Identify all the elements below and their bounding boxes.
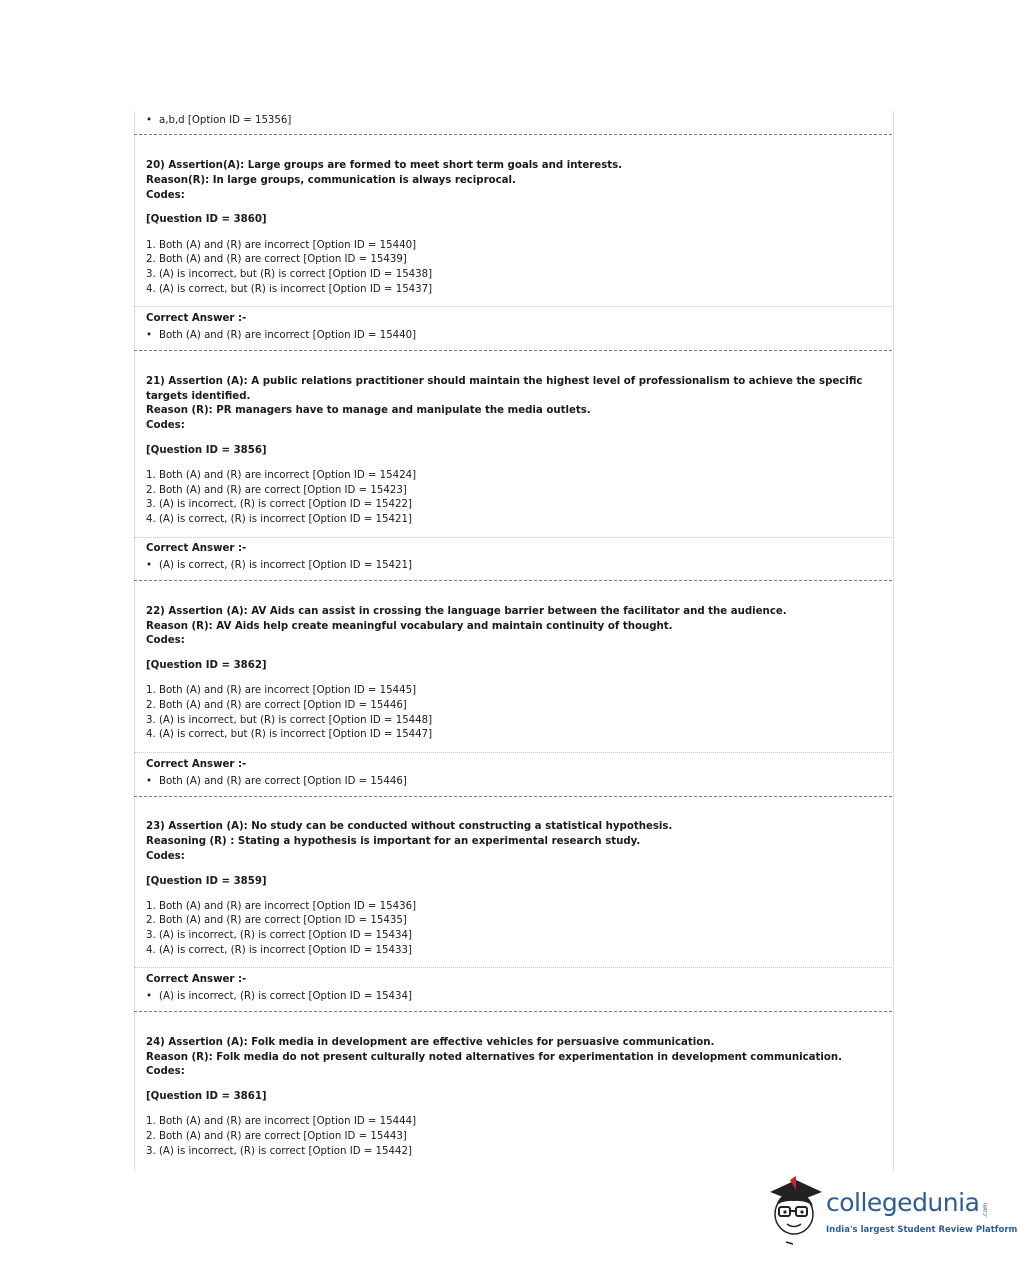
answer-separator	[134, 752, 892, 753]
option-1: 1. Both (A) and (R) are incorrect [Option ID = 15424]	[146, 470, 417, 481]
option-3: 3. (A) is incorrect, (R) is correct [Option ID = 15422]	[146, 499, 412, 510]
question-reason: Reasoning (R) : Stating a hypothesis is important for an experimental research study.	[146, 836, 641, 847]
option-1: 1. Both (A) and (R) are incorrect [Option ID = 15445]	[146, 685, 417, 696]
correct-answer: • (A) is correct, (R) is incorrect [Option ID = 15421]	[146, 559, 412, 574]
correct-answer-label: Correct Answer :-	[146, 974, 247, 985]
question-reason: Reason (R): AV Aids help create meaningful vocabulary and maintain continuity of thought.	[146, 621, 673, 632]
question-id: [Question ID = 3861]	[146, 1091, 267, 1102]
option-3: 3. (A) is incorrect, but (R) is correct [Option ID = 15448]	[146, 715, 433, 726]
question-codes-label: Codes:	[146, 851, 185, 862]
question-divider	[134, 580, 892, 581]
answer-separator	[134, 967, 892, 968]
correct-answer-label: Correct Answer :-	[146, 543, 247, 554]
option-4: 4. (A) is correct, but (R) is incorrect [Option ID = 15437]	[146, 284, 433, 295]
correct-answer: • Both (A) and (R) are incorrect [Option ID = 15440]	[146, 329, 416, 344]
correct-answer-label: Correct Answer :-	[146, 313, 247, 324]
question-text: 23) Assertion (A): No study can be conducted without constructing a statistical hypothesis.	[146, 821, 673, 832]
option-3: 3. (A) is incorrect, (R) is correct [Option ID = 15434]	[146, 930, 412, 941]
option-2: 2. Both (A) and (R) are correct [Option ID = 15446]	[146, 700, 407, 711]
question-divider	[134, 796, 892, 797]
correct-answer: • (A) is incorrect, (R) is correct [Option ID = 15434]	[146, 990, 412, 1005]
question-codes-label: Codes:	[146, 635, 185, 646]
answer-separator	[134, 306, 892, 307]
question-reason: Reason(R): In large groups, communication is always reciprocal.	[146, 175, 516, 186]
option-4: 4. (A) is correct, (R) is incorrect [Option ID = 15433]	[146, 945, 412, 956]
question-text: 22) Assertion (A): AV Aids can assist in crossing the language barrier between the facilitator and the audience.	[146, 606, 787, 617]
question-reason: Reason (R): PR managers have to manage and manipulate the media outlets.	[146, 405, 591, 416]
previous-correct-answer: • a,b,d [Option ID = 15356]	[146, 114, 291, 129]
option-2: 2. Both (A) and (R) are correct [Option ID = 15443]	[146, 1131, 407, 1142]
question-divider	[134, 1011, 892, 1012]
question-id: [Question ID = 3860]	[146, 214, 267, 225]
logo-tagline: India's largest Student Review Platform	[826, 1225, 1018, 1235]
question-id: [Question ID = 3856]	[146, 445, 267, 456]
collegedunia-logo	[766, 1176, 1018, 1246]
student-mascot-icon	[766, 1176, 824, 1246]
answer-separator	[134, 537, 892, 538]
option-4: 4. (A) is correct, but (R) is incorrect [Option ID = 15447]	[146, 729, 433, 740]
option-4: 4. (A) is correct, (R) is incorrect [Option ID = 15421]	[146, 514, 412, 525]
option-1: 1. Both (A) and (R) are incorrect [Option ID = 15444]	[146, 1116, 417, 1127]
question-divider	[134, 350, 892, 351]
option-2: 2. Both (A) and (R) are correct [Option ID = 15423]	[146, 485, 407, 496]
option-3: 3. (A) is incorrect, (R) is correct [Option ID = 15442]	[146, 1146, 412, 1157]
option-2: 2. Both (A) and (R) are correct [Option ID = 15439]	[146, 254, 407, 265]
question-text: 24) Assertion (A): Folk media in development are effective vehicles for persuasive communication.	[146, 1037, 715, 1048]
question-codes-label: Codes:	[146, 1066, 185, 1077]
question-text: 21) Assertion (A): A public relations practitioner should maintain the highest level of professionalism to achieve the specific targets identified.	[146, 376, 863, 402]
question-id: [Question ID = 3859]	[146, 876, 267, 887]
logo-domain-suffix: .com	[982, 1203, 989, 1218]
option-1: 1. Both (A) and (R) are incorrect [Option ID = 15436]	[146, 901, 417, 912]
question-id: [Question ID = 3862]	[146, 660, 267, 671]
question-codes-label: Codes:	[146, 420, 185, 431]
question-divider	[134, 134, 892, 135]
option-3: 3. (A) is incorrect, but (R) is correct [Option ID = 15438]	[146, 269, 433, 280]
question-text: 20) Assertion(A): Large groups are formed to meet short term goals and interests.	[146, 160, 623, 171]
correct-answer: • Both (A) and (R) are correct [Option ID = 15446]	[146, 775, 407, 790]
question-codes-label: Codes:	[146, 190, 185, 201]
question-reason: Reason (R): Folk media do not present culturally noted alternatives for experimentation in development communication.	[146, 1052, 842, 1063]
correct-answer-label: Correct Answer :-	[146, 759, 247, 770]
logo-wordmark: collegedunia	[826, 1188, 980, 1217]
option-2: 2. Both (A) and (R) are correct [Option ID = 15435]	[146, 915, 407, 926]
option-1: 1. Both (A) and (R) are incorrect [Option ID = 15440]	[146, 240, 417, 251]
